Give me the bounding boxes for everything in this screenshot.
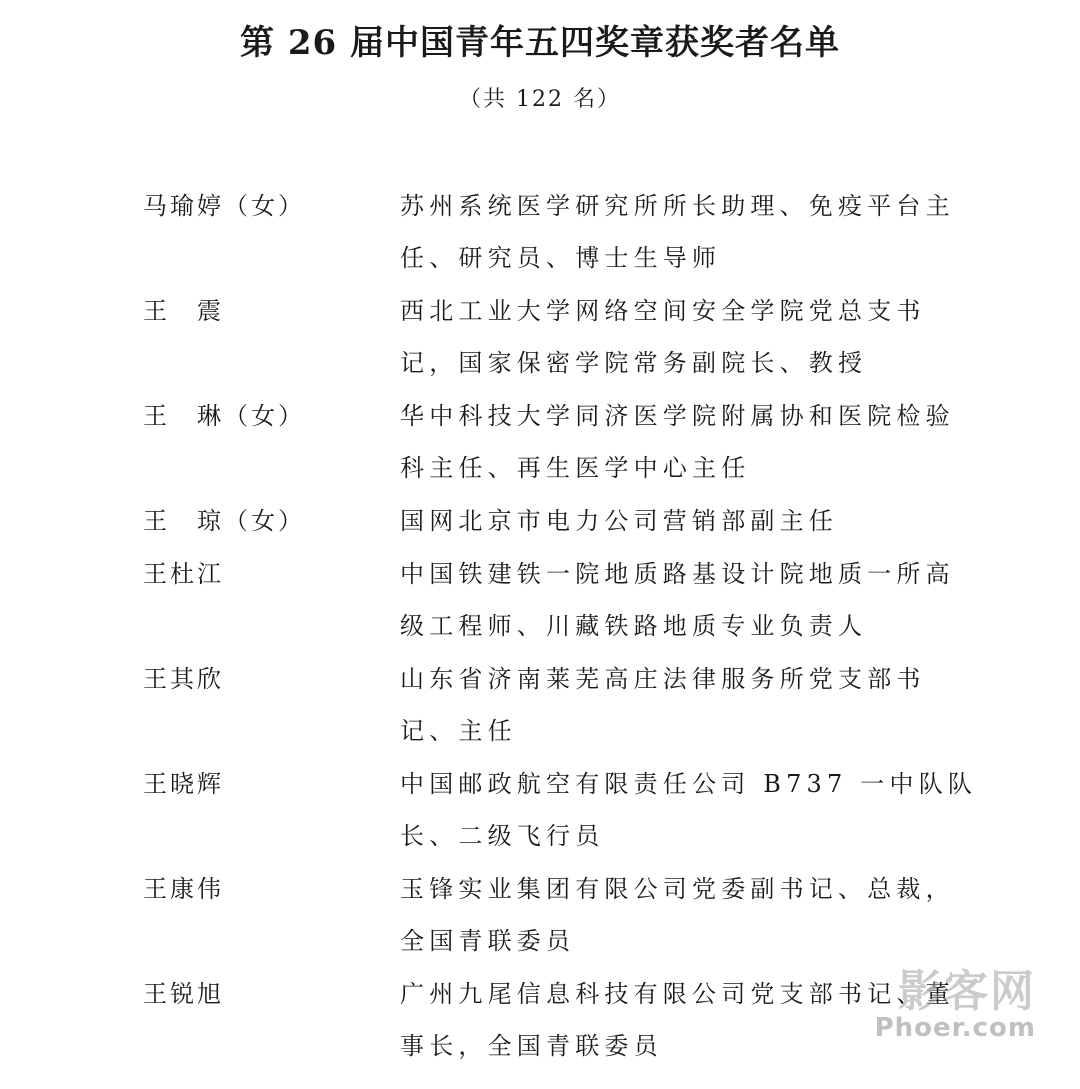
awardee-name: 王 震 xyxy=(143,297,224,325)
list-item xyxy=(0,548,1080,652)
description-line: 国网北京市电力公司营销部副主任 xyxy=(400,507,838,535)
awardee-name: 王康伟 xyxy=(143,875,224,903)
description-line: 苏州系统医学研究所所长助理、免疫平台主 xyxy=(400,192,955,220)
awardee-list xyxy=(0,180,1080,1073)
description-line: 中国邮政航空有限责任公司 B737 一中队队 xyxy=(400,770,978,798)
awardee-description xyxy=(400,758,978,862)
list-item xyxy=(0,495,1080,547)
list-item xyxy=(0,863,1080,967)
description-line: 西北工业大学网络空间安全学院党总支书 xyxy=(400,297,926,325)
document-subtitle: （共 122 名） xyxy=(459,87,621,112)
awardee-description xyxy=(400,180,955,284)
awardee-description xyxy=(400,285,948,389)
list-item xyxy=(0,180,1080,284)
watermark-logo-text: 影客网 xyxy=(898,966,1036,1017)
awardee-description xyxy=(400,653,948,757)
awardee-description xyxy=(400,495,948,547)
awardee-name: 王其欣 xyxy=(143,665,224,693)
description-line: 山东省济南莱芜高庄法律服务所党支部书 xyxy=(400,665,926,693)
list-item xyxy=(0,968,1080,1072)
document-title: 第 26 届中国青年五四奖章获奖者名单 xyxy=(240,23,840,63)
awardee-name: 王 琼（女） xyxy=(143,507,305,535)
description-line: 级工程师、川藏铁路地质专业负责人 xyxy=(400,612,868,640)
list-item xyxy=(0,285,1080,389)
awardee-description xyxy=(400,863,955,967)
description-line: 华中科技大学同济医学院附属协和医院检验 xyxy=(400,402,955,430)
description-line: 科主任、再生医学中心主任 xyxy=(400,454,751,482)
description-line: 全国青联委员 xyxy=(400,927,576,955)
description-line: 记、主任 xyxy=(400,717,517,745)
awardee-name: 王 琳（女） xyxy=(143,402,305,430)
awardee-description xyxy=(400,390,955,494)
description-line: 事长，全国青联委员 xyxy=(400,1032,663,1060)
description-line: 中国铁建铁一院地质路基设计院地质一所高 xyxy=(400,560,955,588)
awardee-name: 王锐旭 xyxy=(143,980,224,1008)
awardee-description xyxy=(400,548,955,652)
list-item xyxy=(0,758,1080,862)
description-line: 长、二级飞行员 xyxy=(400,822,605,850)
list-item xyxy=(0,653,1080,757)
description-line: 玉锋实业集团有限公司党委副书记、总裁， xyxy=(400,875,955,903)
awardee-name: 王晓辉 xyxy=(143,770,224,798)
awardee-name: 王杜江 xyxy=(143,560,224,588)
list-item xyxy=(0,390,1080,494)
awardee-name: 马瑜婷（女） xyxy=(143,192,305,220)
description-line: 广州九尾信息科技有限公司党支部书记、董 xyxy=(400,980,955,1008)
description-line: 记，国家保密学院常务副院长、教授 xyxy=(400,349,868,377)
description-line: 任、研究员、博士生导师 xyxy=(400,244,722,272)
watermark-url: Phoer.com xyxy=(874,1013,1036,1043)
